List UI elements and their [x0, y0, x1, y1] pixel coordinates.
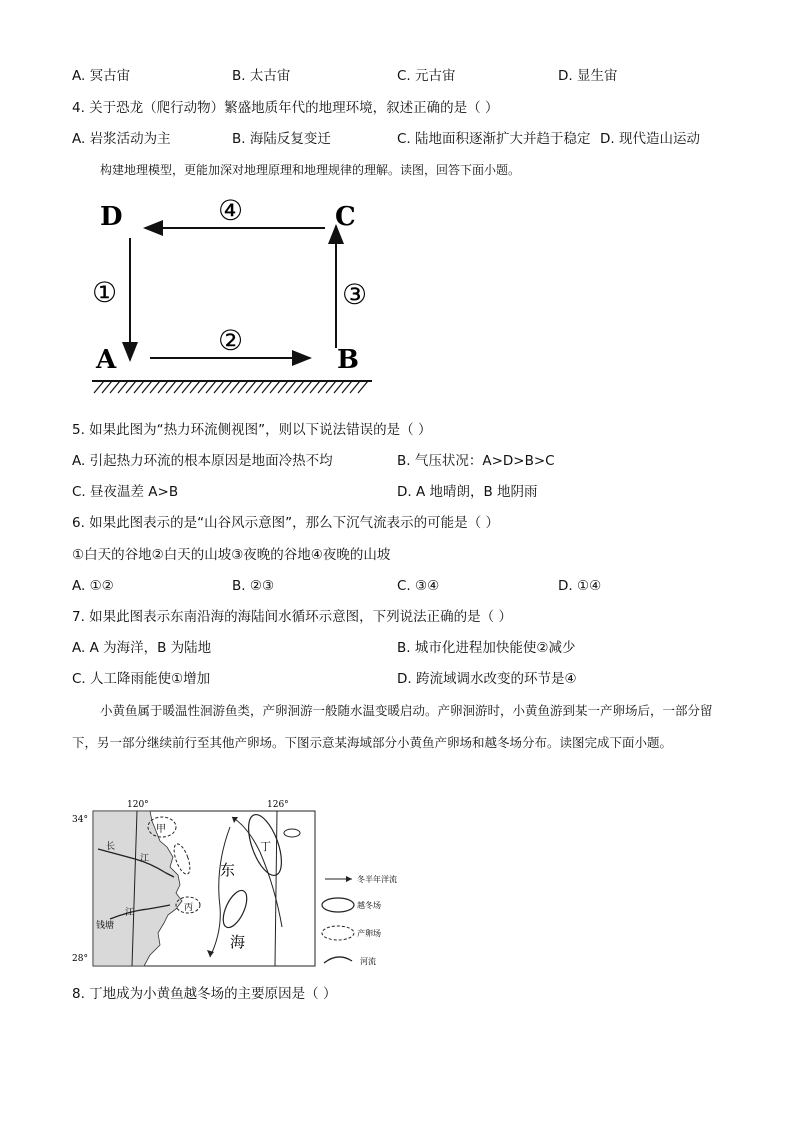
q8-stem: 8. 丁地成为小黄鱼越冬场的主要原因是（ ） [72, 986, 337, 1002]
legend-spawning: 产卵场 [357, 929, 381, 938]
corner-a: A [96, 345, 117, 375]
label-two: ② [218, 324, 244, 357]
label-three: ③ [342, 278, 368, 311]
label-ding: 丁 [260, 840, 271, 853]
q6-option-d: D. ①④ [558, 578, 602, 594]
legend-current: 冬半年洋流 [357, 875, 397, 884]
circulation-model-diagram [80, 190, 390, 400]
legend-wintering: 越冬场 [357, 901, 381, 910]
q3-option-a: A. 冥古宙 [72, 68, 131, 84]
q5-stem: 5. 如果此图为“热力环流侧视图”，则以下说法错误的是（ ） [72, 422, 432, 438]
q7-option-a: A. A 为海洋，B 为陆地 [72, 640, 212, 656]
q3-option-d: D. 显生宙 [558, 68, 618, 84]
map-legend [322, 874, 397, 966]
label-jiang-2: 江 [125, 908, 135, 918]
label-four: ④ [218, 194, 244, 227]
q4-option-d: D. 现代造山运动 [600, 131, 700, 147]
q7-stem: 7. 如果此图表示东南沿海的海陆间水循环示意图，下列说法正确的是（ ） [72, 609, 512, 625]
q7-option-b: B. 城市化进程加快能使②减少 [397, 640, 576, 656]
q5-option-a: A. 引起热力环流的根本原因是地面冷热不均 [72, 453, 333, 469]
label-bing: 丙 [184, 903, 194, 913]
q5-option-c: C. 昼夜温差 A>B [72, 484, 179, 500]
q3-option-c: C. 元古宙 [397, 68, 456, 84]
q4-stem: 4. 关于恐龙（爬行动物）繁盛地质年代的地理环境，叙述正确的是（ ） [72, 100, 499, 116]
lat-28: 28° [72, 954, 88, 964]
label-dong: 东 [220, 861, 236, 879]
intro-model: 构建地理模型，更能加深对地理原理和地理规律的理解。读图，回答下面小题。 [100, 163, 521, 177]
corner-d: D [100, 202, 123, 232]
fish-distribution-map [70, 797, 400, 972]
q4-option-c: C. 陆地面积逐渐扩大并趋于稳定 [397, 131, 591, 147]
q6-option-b: B. ②③ [232, 578, 275, 594]
island [284, 829, 300, 837]
label-hai: 海 [230, 933, 246, 951]
intro-fish [72, 695, 722, 759]
lon-120: 120° [127, 800, 149, 810]
label-qiantang: 钱塘 [96, 921, 115, 931]
q4-option-a: A. 岩浆活动为主 [72, 131, 171, 147]
corner-c: C [335, 202, 356, 232]
legend-river: 河流 [360, 957, 376, 966]
intro-fish-text: 小黄鱼属于暖温性洄游鱼类，产卵洄游一般随水温变暖启动。产卵洄游时，小黄鱼游到某一产卵场后，一部分留下，另一部分继续前行至其他产卵场。下图示意某海域部分小黄鱼产卵场和越冬场分布。读图完成下面小题。 [72, 703, 713, 750]
q5-option-b: B. 气压状况：A>D>B>C [397, 453, 555, 469]
label-one: ① [92, 276, 118, 309]
lon-126: 126° [267, 800, 289, 810]
q6-choices: ①白天的谷地②白天的山坡③夜晚的谷地④夜晚的山坡 [72, 547, 391, 563]
label-jia: 甲 [156, 824, 166, 835]
q5-option-d: D. A 地晴朗，B 地阴雨 [397, 484, 538, 500]
q7-option-d: D. 跨流域调水改变的环节是④ [397, 671, 577, 687]
label-chang: 长 [106, 842, 116, 852]
q7-option-c: C. 人工降雨能使①增加 [72, 671, 211, 687]
q6-option-a: A. ①② [72, 578, 114, 594]
corner-b: B [337, 345, 359, 375]
q3-option-b: B. 太古宙 [232, 68, 291, 84]
label-jiang-1: 江 [140, 854, 150, 864]
lat-34: 34° [72, 815, 88, 825]
q6-stem: 6. 如果此图表示的是“山谷风示意图”，那么下沉气流表示的可能是（ ） [72, 515, 499, 531]
ground-hatching [94, 381, 368, 393]
q4-option-b: B. 海陆反复变迁 [232, 131, 331, 147]
q6-option-c: C. ③④ [397, 578, 440, 594]
